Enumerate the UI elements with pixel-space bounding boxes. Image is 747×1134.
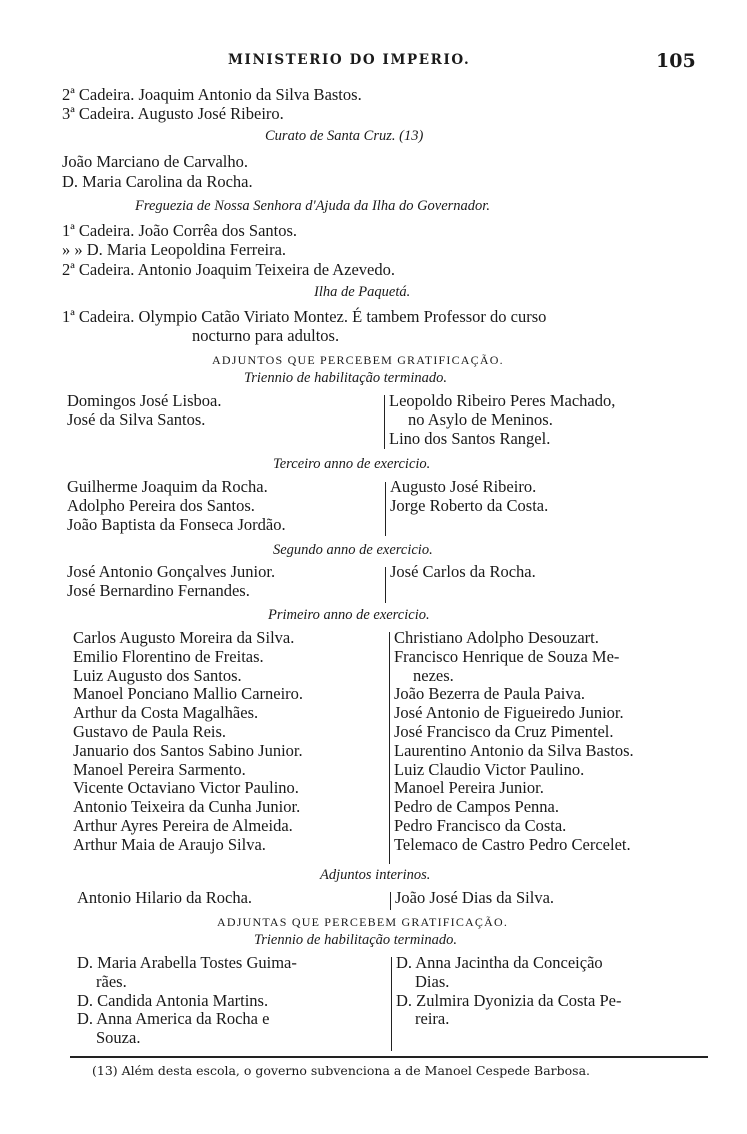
name-entry: João Baptista da Fonseca Jordão.: [67, 514, 286, 534]
name-entry: Antonio Hilario da Rocha.: [77, 888, 253, 907]
name-entry: José Bernardino Fernandes.: [67, 580, 250, 600]
name-entry: Lino dos Santos Rangel.: [389, 428, 551, 448]
name-entry: D. Zulmira Dyonizia da Costa Pe-: [396, 990, 622, 1010]
name-entry: Luiz Claudio Victor Paulino.: [394, 759, 585, 779]
name-entry: Januario dos Santos Sabino Junior.: [73, 740, 303, 760]
column-divider: [385, 482, 386, 536]
name-entry: no Asylo de Meninos.: [408, 409, 553, 429]
name-entry: Christiano Adolpho Desouzart.: [394, 628, 599, 647]
entry-line: 3ª Cadeira. Augusto José Ribeiro.: [62, 104, 284, 123]
name-entry: Adolpho Pereira dos Santos.: [67, 495, 255, 515]
name-entry: Telemaco de Castro Pedro Cercelet.: [394, 834, 631, 854]
name-entry: Manoel Pereira Sarmento.: [73, 759, 246, 779]
name-entry: Gustavo de Paula Reis.: [73, 721, 227, 741]
right-column: [396, 954, 621, 1029]
page-header: [0, 50, 747, 72]
name-entry: José da Silva Santos.: [67, 409, 206, 429]
name-entry: Carlos Augusto Moreira da Silva.: [73, 628, 295, 647]
left-column: [77, 954, 297, 1048]
entry-line: 1ª Cadeira. Olympio Catão Viriato Montez. É tambem Professor do curso: [62, 307, 547, 326]
name-entry: rães.: [96, 971, 127, 991]
subsection-heading: Terceiro anno de exercicio.: [273, 456, 431, 472]
right-column: [390, 478, 548, 516]
footnote: (13) Além desta escola, o governo subvenciona a de Manoel Cespede Barbosa.: [92, 1063, 590, 1078]
name-entry: Luiz Augusto dos Santos.: [73, 665, 242, 685]
name-entry: Souza.: [96, 1028, 141, 1048]
subsection-heading: Triennio de habilitação terminado.: [244, 370, 447, 386]
entry-line: 1ª Cadeira. João Corrêa dos Santos.: [62, 221, 298, 240]
name-entry: D. Anna America da Rocha e: [77, 1009, 270, 1029]
left-column: [67, 478, 286, 534]
section-heading: Curato de Santa Cruz. (13): [265, 128, 424, 144]
name-entry: Guilherme Joaquim da Rocha.: [67, 477, 268, 496]
name-entry: Francisco Henrique de Souza Me-: [394, 646, 620, 666]
name-entry: Laurentino Antonio da Silva Bastos.: [394, 740, 634, 760]
right-column: [394, 629, 634, 855]
right-column: [390, 563, 536, 582]
name-entry: Emilio Florentino de Freitas.: [73, 646, 264, 666]
name-entry: José Antonio Gonçalves Junior.: [67, 562, 276, 581]
name-entry: Arthur Ayres Pereira de Almeida.: [73, 815, 293, 835]
column-divider: [384, 395, 385, 449]
name-entry: D. Candida Antonia Martins.: [77, 990, 269, 1010]
name-entry: Jorge Roberto da Costa.: [390, 495, 549, 515]
name-entry: Arthur da Costa Magalhães.: [73, 703, 259, 723]
name-entry: Domingos José Lisboa.: [67, 391, 222, 410]
name-entry: Pedro de Campos Penna.: [394, 797, 559, 817]
right-column: [389, 392, 615, 448]
column-divider: [389, 632, 390, 864]
name-entry: Antonio Teixeira da Cunha Junior.: [73, 797, 301, 817]
name-entry: José Francisco da Cruz Pimentel.: [394, 721, 614, 741]
entry-line: 2ª Cadeira. Joaquim Antonio da Silva Bastos.: [62, 85, 362, 104]
name-entry: Dias.: [415, 971, 450, 991]
left-column: [77, 889, 252, 908]
column-divider: [391, 957, 392, 1051]
section-heading: ADJUNTOS QUE PERCEBEM GRATIFICAÇÃO.: [212, 353, 504, 367]
section-heading: Freguezia de Nossa Senhora d'Ajuda da Ilha do Governador.: [135, 198, 490, 214]
name-entry: Vicente Octaviano Victor Paulino.: [73, 778, 299, 798]
left-column: [67, 563, 275, 601]
name-entry: Manoel Ponciano Mallio Carneiro.: [73, 684, 304, 704]
name-entry: D. Anna Jacintha da Conceição: [396, 953, 603, 972]
right-column: [395, 889, 554, 908]
subsection-heading: Triennio de habilitação terminado.: [254, 932, 457, 948]
name-entry: José Carlos da Rocha.: [390, 562, 536, 581]
name-entry: João José Dias da Silva.: [395, 888, 555, 907]
entry-line: 2ª Cadeira. Antonio Joaquim Teixeira de Azevedo.: [62, 260, 396, 279]
name-entry: reira.: [415, 1009, 450, 1029]
section-heading: ADJUNTAS QUE PERCEBEM GRATIFICAÇÃO.: [217, 915, 509, 929]
section-heading: Ilha de Paquetá.: [314, 284, 411, 300]
column-divider: [390, 892, 391, 910]
subsection-heading: Primeiro anno de exercicio.: [268, 607, 430, 623]
name-entry: Manoel Pereira Junior.: [394, 778, 544, 798]
name-entry: José Antonio de Figueiredo Junior.: [394, 703, 624, 723]
left-column: [73, 629, 303, 855]
entry-line: nocturno para adultos.: [192, 326, 340, 345]
name-entry: Pedro Francisco da Costa.: [394, 815, 567, 835]
footnote-rule: [70, 1056, 708, 1058]
name-entry: Leopoldo Ribeiro Peres Machado,: [389, 391, 616, 410]
entry-line: João Marciano de Carvalho.: [62, 152, 249, 171]
name-entry: D. Maria Arabella Tostes Guima-: [77, 953, 297, 972]
name-entry: nezes.: [413, 665, 454, 685]
entry-line: D. Maria Carolina da Rocha.: [62, 172, 253, 191]
name-entry: Augusto José Ribeiro.: [390, 477, 537, 496]
left-column: [67, 392, 221, 430]
column-divider: [385, 567, 386, 603]
page-number: 105: [656, 50, 696, 72]
subsection-heading: Segundo anno de exercicio.: [273, 542, 433, 558]
name-entry: João Bezerra de Paula Paiva.: [394, 684, 586, 704]
subsection-heading: Adjuntos interinos.: [320, 867, 431, 883]
entry-line: » » D. Maria Leopoldina Ferreira.: [62, 240, 287, 259]
name-entry: Arthur Maia de Araujo Silva.: [73, 834, 266, 854]
running-title: MINISTERIO DO IMPERIO.: [228, 52, 471, 68]
